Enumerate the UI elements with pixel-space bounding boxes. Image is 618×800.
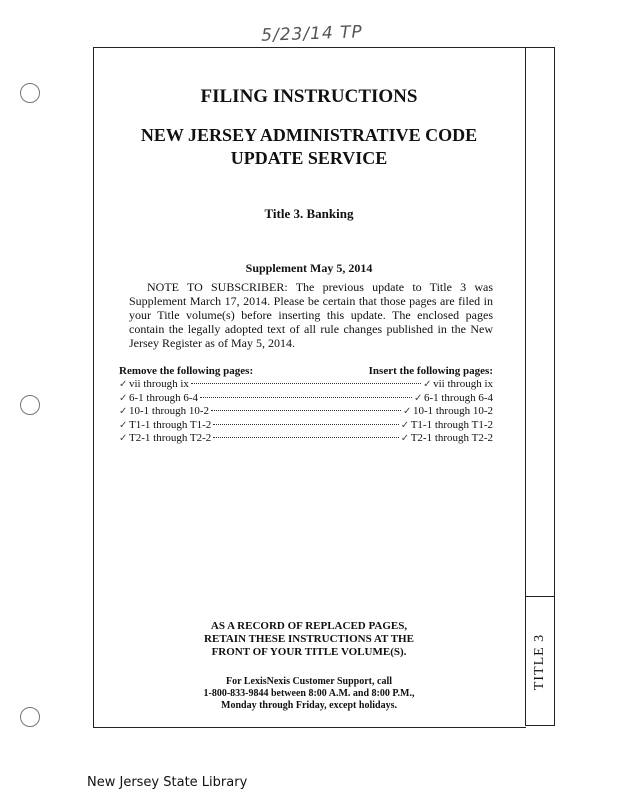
remove-pages: T2-1 through T2-2 (129, 432, 212, 444)
table-row (119, 392, 493, 406)
remove-pages: vii through ix (129, 378, 189, 390)
support-line3: Monday through Friday, except holidays. (221, 700, 397, 711)
support-line1: For LexisNexis Customer Support, call (225, 676, 392, 687)
subscriber-note: NOTE TO SUBSCRIBER: The previous update to Title 3 was Supplement March 17, 2014. Please be certain that those pages are filed in your Title volume(s) before inserting this update. The enclosed pages contain the legally adopted text of all rule changes published in the New Jersey Register as of May 5, 2014. (129, 280, 493, 350)
handwritten-date-note: 5/23/14 TP (260, 22, 364, 46)
binder-hole-middle (20, 395, 40, 415)
record-notice-line2: RETAIN THESE INSTRUCTIONS AT THE (204, 633, 414, 645)
check-mark-icon: ✓ (413, 392, 423, 404)
leader-dots (213, 437, 398, 438)
filing-instructions-heading: FILING INSTRUCTIONS (200, 86, 418, 107)
insert-pages: T1-1 through T1-2 (410, 418, 493, 431)
title-name: Title 3. Banking (264, 206, 354, 221)
table-row (119, 405, 493, 419)
record-notice (93, 620, 525, 659)
pages-table-header (119, 365, 493, 377)
binder-hole-top (20, 83, 40, 103)
remove-header: Remove the following pages: (119, 365, 254, 377)
check-mark-icon: ✓ (402, 406, 412, 417)
leader-dots (191, 383, 421, 384)
insert-pages: T2-1 through T2-2 (410, 432, 493, 444)
library-stamp: New Jersey State Library (87, 775, 248, 790)
check-mark-icon: ✓ (400, 419, 410, 431)
support-line2: 1-800-833-9844 between 8:00 A.M. and 8:00 P.M., (203, 688, 415, 699)
remove-pages: 10-1 through 10-2 (129, 405, 210, 417)
check-mark-icon: ✓ (119, 406, 128, 417)
code-heading-line2: UPDATE SERVICE (230, 148, 388, 168)
tab-divider (526, 596, 554, 597)
check-mark-icon: ✓ (423, 379, 432, 390)
table-row (119, 419, 493, 433)
supplement-date: Supplement May 5, 2014 (245, 261, 373, 275)
record-notice-line3: FRONT OF YOUR TITLE VOLUME(S). (211, 646, 407, 658)
table-row (119, 378, 493, 392)
insert-pages: 10-1 through 10-2 (412, 405, 493, 417)
check-mark-icon: ✓ (400, 433, 410, 444)
code-heading (93, 124, 525, 170)
insert-pages: vii through ix (433, 378, 493, 390)
check-mark-icon: ✓ (119, 392, 128, 404)
leader-dots (200, 397, 412, 398)
customer-support (93, 676, 525, 712)
check-mark-icon: ✓ (119, 419, 128, 431)
record-notice-line1: AS A RECORD OF REPLACED PAGES, (210, 620, 408, 632)
code-heading-line1: NEW JERSEY ADMINISTRATIVE CODE (140, 125, 478, 145)
leader-dots (211, 410, 401, 411)
pages-table (119, 365, 493, 446)
remove-pages: 6-1 through 6-4 (129, 391, 199, 404)
insert-header: Insert the following pages: (368, 365, 493, 377)
check-mark-icon: ✓ (119, 379, 128, 390)
insert-pages: 6-1 through 6-4 (423, 391, 493, 404)
leader-dots (213, 424, 398, 425)
table-row (119, 432, 493, 446)
check-mark-icon: ✓ (119, 433, 128, 444)
title-tab (525, 47, 555, 726)
remove-pages: T1-1 through T1-2 (129, 418, 212, 431)
tab-label: TITLE 3 (532, 633, 547, 691)
binder-hole-bottom (20, 707, 40, 727)
